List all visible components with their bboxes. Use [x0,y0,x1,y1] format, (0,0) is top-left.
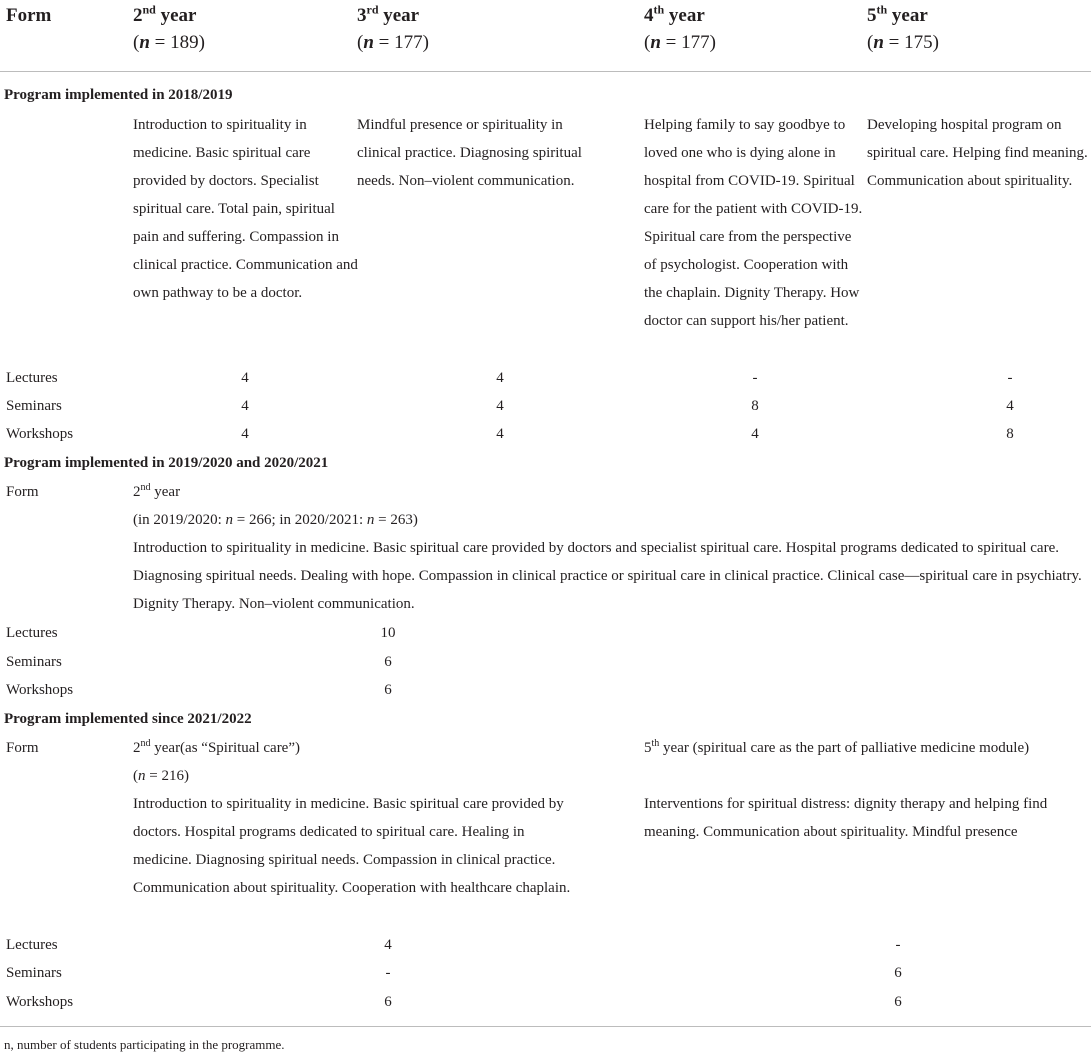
s1-desc-4th-year: Helping family to say goodbye to loved one who is dying alone in hospital from COVID-19. Spiritual care for the patient with COVID-19. Spiritual care from the perspective of psychologist. Cooperation with the chaplain. Dignity Therapy. How doctor can support his/her patient. [644,117,863,329]
s1-workshops-5th: 8 [1006,426,1014,442]
header-col-3rd-year: 3rd year (n = 177) [357,2,429,53]
s3-form-label: Form [6,740,39,756]
header-col-4th-year: 4th year (n = 177) [644,2,716,53]
footer-rule [0,1026,1091,1027]
s1-workshops-3rd: 4 [496,426,504,442]
s3-left-desc: Introduction to spirituality in medicine. Basic spiritual care provided by doctors. Hospital programs dedicated to spiritual care. Healing in medicine. Diagnosing spiritual needs. Compassion in clinical practice. Communication about spirituality. Cooperation with healthcare chaplain. [133,796,571,896]
section-2019-title: Program implemented in 2019/2020 and 2020/2021 [4,455,329,471]
s1-lectures-5th: - [1007,370,1013,386]
footnote: n, number of students participating in the programme. [4,1037,285,1052]
s3-workshops-2nd: 6 [384,994,392,1010]
s3-left-year-label: 2nd year(as “Spiritual care”) [133,738,300,756]
s1-desc-2nd-year: Introduction to spirituality in medicine. Basic spiritual care provided by doctors. Specialist spiritual care. Total pain, spiritual pain and suffering. Compassion in clinical practice. Communication and own pathway to be a doctor. [133,117,358,301]
header-col-2nd-year: 2nd year (n = 189) [133,2,205,53]
s1-workshops-2nd: 4 [241,426,249,442]
s3-workshops-5th: 6 [894,994,902,1010]
s1-seminars-3rd: 4 [496,398,504,414]
s2-year-label: 2nd year [133,482,181,500]
s3-row-workshops-label: Workshops [6,994,74,1010]
s1-lectures-2nd: 4 [241,370,249,386]
s1-row-lectures-label: Lectures [6,370,58,386]
s3-right-desc: Interventions for spiritual distress: dignity therapy and helping find meaning. Communication about spirituality. Mindful presence [644,796,1048,840]
s2-lectures-value: 10 [380,625,396,641]
section-2018-title: Program implemented in 2018/2019 [4,87,233,103]
s3-right-year-label: 5th year (spiritual care as the part of palliative medicine module) [644,738,1030,756]
s3-seminars-5th: 6 [894,965,902,981]
s3-row-lectures-label: Lectures [6,937,58,953]
s1-seminars-5th: 4 [1006,398,1014,414]
s2-row-workshops-label: Workshops [6,682,74,698]
s1-seminars-4th: 8 [751,398,759,414]
s1-row-workshops-label: Workshops [6,426,74,442]
s1-lectures-4th: - [752,370,758,386]
s1-seminars-2nd: 4 [241,398,249,414]
s2-n-counts: (in 2019/2020: n = 266; in 2020/2021: n = 263) [133,512,418,528]
s2-row-seminars-label: Seminars [6,654,62,670]
header-rule [0,71,1091,72]
s3-seminars-2nd: - [385,965,391,981]
s3-lectures-2nd: 4 [384,937,392,953]
header-form: Form [6,5,52,26]
s3-left-n: (n = 216) [133,768,189,784]
s1-desc-5th-year: Developing hospital program on spiritual care. Helping find meaning. Communication about spirituality. [867,117,1088,189]
s1-row-seminars-label: Seminars [6,398,62,414]
s3-row-seminars-label: Seminars [6,965,62,981]
s2-form-label: Form [6,484,39,500]
s3-lectures-5th: - [895,937,901,953]
s2-desc: Introduction to spirituality in medicine. Basic spiritual care provided by doctors and specialist spiritual care. Hospital programs dedicated to spiritual care. Diagnosing spiritual needs. Dealing with hope. Compassion in clinical practice or spiritual care in clinical practice. Clinical case—spiritual care in psychiatry. Dignity Therapy. Non–violent communication. [133,540,1082,612]
s2-seminars-value: 6 [384,654,392,670]
header-col-5th-year: 5th year (n = 175) [867,2,939,53]
s1-desc-3rd-year: Mindful presence or spirituality in clinical practice. Diagnosing spiritual needs. Non–violent communication. [357,117,582,189]
s1-workshops-4th: 4 [751,426,759,442]
s1-lectures-3rd: 4 [496,370,504,386]
s2-workshops-value: 6 [384,682,392,698]
section-2021-title: Program implemented since 2021/2022 [4,711,252,727]
s2-row-lectures-label: Lectures [6,625,58,641]
